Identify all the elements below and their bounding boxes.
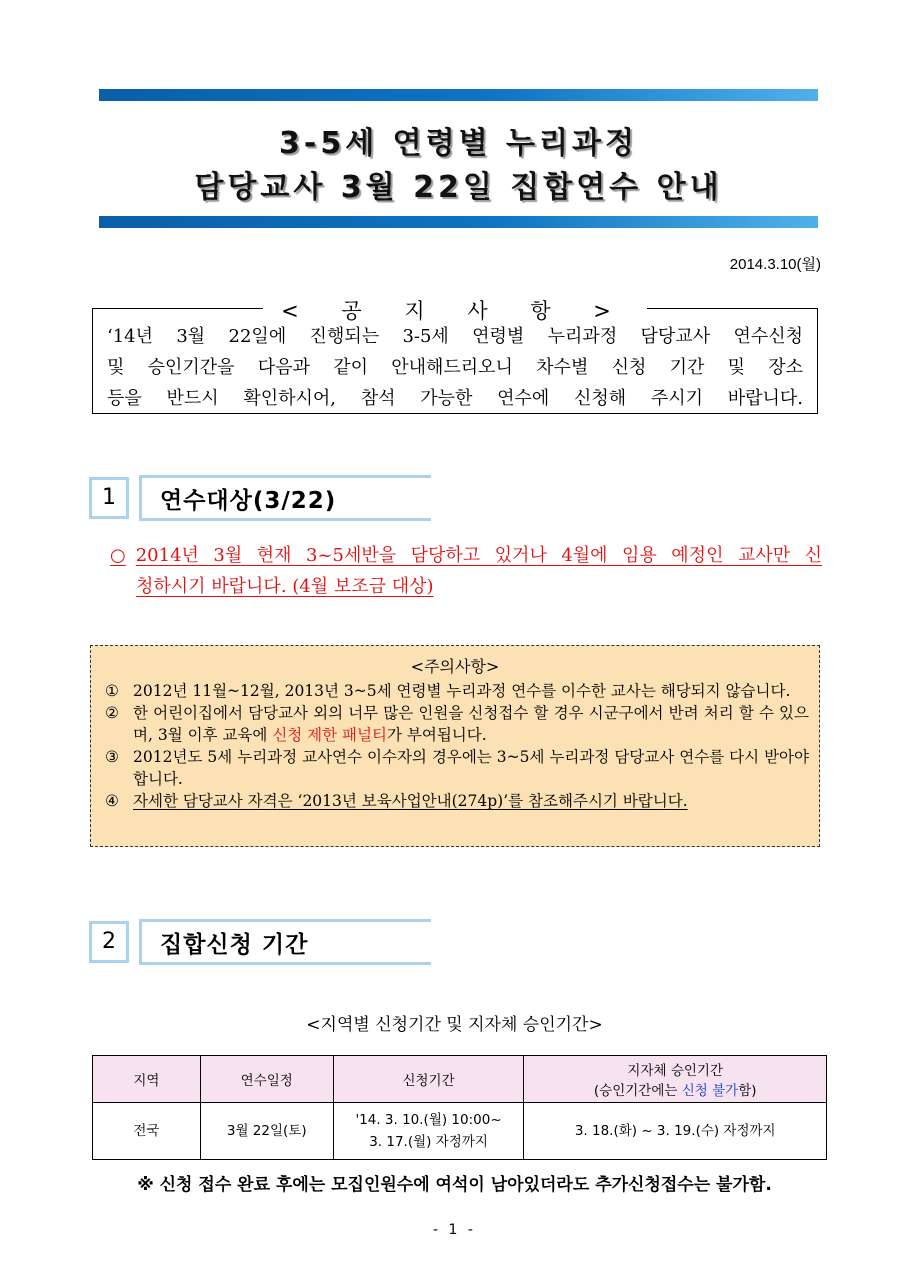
title-bottom-bar	[99, 216, 818, 228]
caution-box	[90, 645, 820, 847]
notice-box	[92, 299, 818, 414]
section2-title: 집합신청 기간	[160, 932, 309, 958]
apply-line2: 3. 17.(월) 자정까지	[369, 1134, 488, 1150]
caution-item	[105, 702, 809, 746]
caution-marker: ③	[105, 748, 119, 766]
notice-line: ‘14년 3월 22일에 진행되는 3-5세 연령별 누리과정 담당교사 연수신청	[107, 326, 803, 347]
target-text-line2: 청하시기 바랍니다. (4월 보조금 대상)	[136, 576, 434, 597]
table-caption: <지역별 신청기간 및 지자체 승인기간>	[306, 1015, 603, 1035]
caution-marker: ②	[105, 704, 119, 722]
caution-heading: <주의사항>	[410, 657, 500, 676]
page-number: - 1 -	[433, 1222, 476, 1238]
caution-text: 2012년도 5세 누리과정 교사연수 이수자의 경우에는 3~5세 누리과정 담당교사 연수를 다시 받아야 합니다.	[133, 748, 809, 788]
caution-text: 한 어린이집에서 담당교사 외의 너무 많은 인원을 신청접수 할 경우 시군구에서 반려 처리 할 수 있으며, 3월 이후 교육에	[133, 704, 809, 744]
target-description	[110, 540, 822, 602]
cell-date: 3월 22일(토)	[200, 1103, 333, 1160]
section1-number: 1	[89, 477, 129, 519]
footnote: ※ 신청 접수 완료 후에는 모집인원수에 여석이 남아있더라도 추가신청접수는 불가함.	[137, 1175, 772, 1195]
header-region: 지역	[93, 1056, 201, 1103]
cell-region: 전국	[93, 1103, 201, 1160]
header-approve-line1: 지자체 승인기간	[627, 1063, 723, 1079]
bullet-circle: ○	[110, 545, 126, 566]
notice-line: 및 승인기간을 다음과 같이 안내해드리오니 차수별 신청 기간 및 장소	[107, 357, 803, 378]
section2-number: 2	[89, 921, 129, 963]
table-header-row	[93, 1056, 827, 1103]
caution-text: 자세한 담당교사 자격은 ‘2013년 보육사업안내(274p)’를 참조해주시기 바랍니다.	[133, 792, 688, 810]
header-apply: 신청기간	[333, 1056, 524, 1103]
header-approve	[524, 1056, 827, 1103]
schedule-table	[92, 1055, 827, 1160]
caution-text: 가 부여됩니다.	[386, 726, 487, 744]
notice-body	[107, 321, 803, 414]
approve-note-end: 함)	[738, 1083, 757, 1099]
header-date: 연수일정	[200, 1056, 333, 1103]
caution-item	[105, 680, 809, 702]
no-apply-highlight: 신청 불가	[681, 1083, 739, 1099]
header-approve-line2	[524, 1079, 826, 1099]
caution-item	[105, 746, 809, 790]
section1-title: 연수대상(3/22)	[160, 488, 337, 514]
caution-text: 2012년 11월~12월, 2013년 3~5세 연령별 누리과정 연수를 이수한 교사는 해당되지 않습니다.	[133, 682, 791, 700]
title-top-bar	[99, 89, 818, 101]
section2-header	[139, 919, 431, 965]
cell-apply	[333, 1103, 524, 1160]
target-text-line1: 2014년 3월 현재 3~5세반을 담당하고 있거나 4월에 임용 예정인 교사만 신	[135, 545, 822, 566]
table-row	[93, 1103, 827, 1160]
cell-approve: 3. 18.(화) ~ 3. 19.(수) 자정까지	[524, 1103, 827, 1160]
penalty-highlight: 신청 제한 패널티	[272, 726, 387, 744]
notice-heading: < 공 지 사 항 >	[263, 299, 647, 323]
caution-item	[105, 790, 809, 812]
apply-line1: '14. 3. 10.(월) 10:00~	[355, 1112, 502, 1128]
approve-note: (승인기간에는	[593, 1083, 682, 1099]
caution-marker: ①	[105, 682, 119, 700]
section1-header	[139, 475, 431, 521]
document-title-line1: 3-5세 연령별 누리과정	[279, 126, 638, 161]
document-title-line2: 담당교사 3월 22일 집합연수 안내	[194, 170, 723, 205]
notice-line: 등을 반드시 확인하시어, 참석 가능한 연수에 신청해 주시기 바랍니다.	[107, 388, 803, 409]
caution-marker: ④	[105, 792, 119, 810]
document-date: 2014.3.10(월)	[729, 256, 821, 273]
